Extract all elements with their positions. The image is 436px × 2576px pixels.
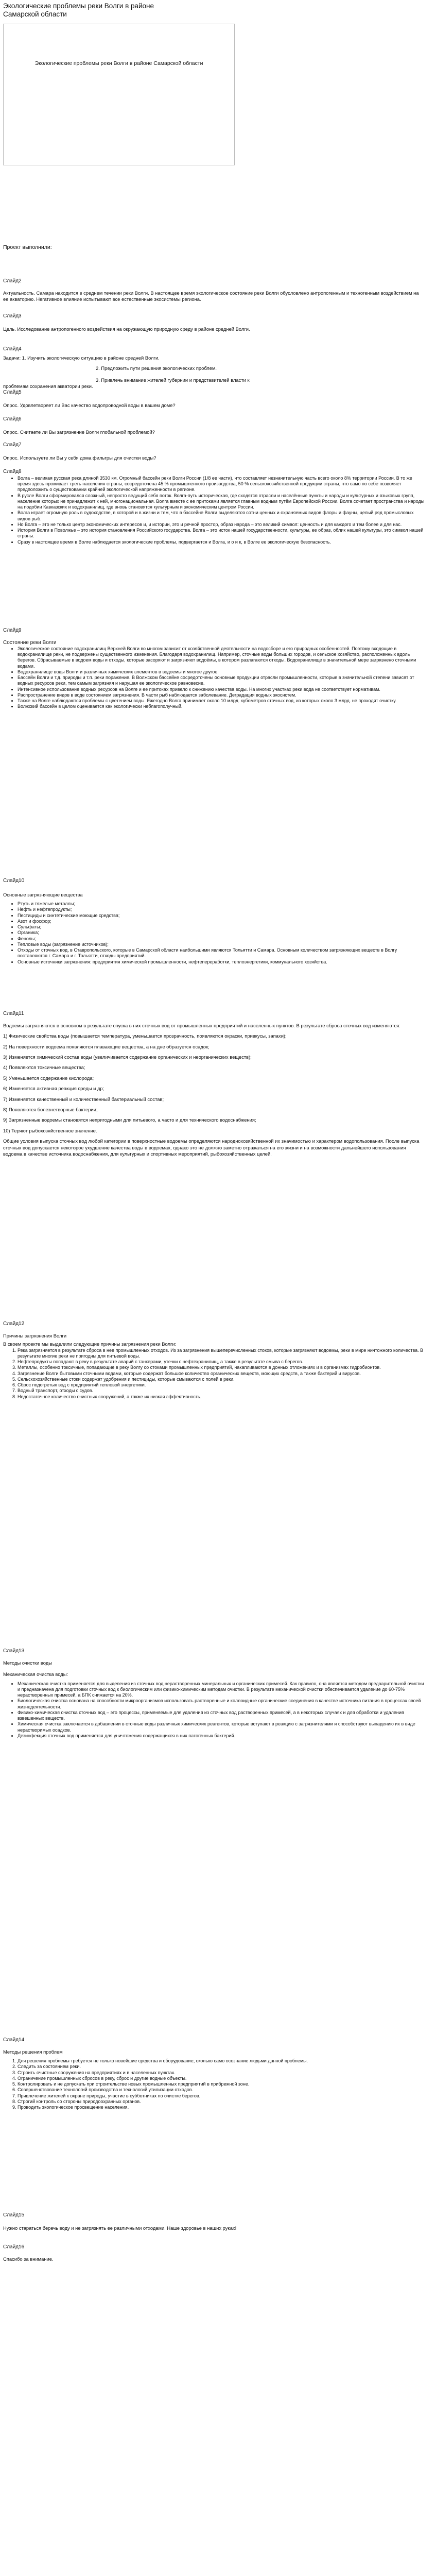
slide-15-text: Нужно стараться беречь воду и не загрязнять ее различными отходами. Наше здоровье в наших руках! (3, 2225, 237, 2231)
list-item: • Волга – великая русская река длиной 3530 км. Огромный бассейн реки Волги России (1/8 ее части), что составляет незначительную часть всего около 8% территории России. В то же время здесь проживает треть населения страны, сосредоточена 45 % промышленного производства, 50 % сельскохозяйственной продукции страны, что само по себе позволяет предположить о существовании крайней экологической напряженности в регионе. (18, 476, 425, 493)
slide-11-line: 8) Появляются болезнетворные бактерии; (3, 1107, 98, 1113)
list-item: 3. Строить очистные сооружения на предприятиях и в населенных пунктах. (18, 2070, 425, 2076)
slide-4-task-3: 3. Привлечь внимание жителей губернии и представителей власти к (96, 377, 250, 383)
list-item: 5. Сельскохозяйственные стоки содержат удобрения и пестициды, которые смываются с полей в реки. (18, 1377, 425, 1382)
slide-label-2: Слайд2 (3, 278, 22, 284)
list-item: 5. Контролировать и не допускать при строительстве новых промышленных предприятий в прибрежной зоне. (18, 2081, 425, 2087)
slide-11-line: 6) Изменяется активная реакция среды и др; (3, 1086, 104, 1092)
list-item: • Экологическое состояние водохранилищ Верхней Волги во многом зависит от хозяйственной деятельности на водосборе и его природных особенностей. Поэтому входящие в водохранилище реки, не подвержены существенного изменения. Благодаря водохранилищ. Например, сточные воды больших городов, и сельское хозяйство, расположенных вдоль берегов. Сбрасываемые в водоем воды и отходы, которые засоряют и загрязняют водоёмы, в котором разлагаются отходы. Водохранилище в значительной мере загрязнено сточными водами. (18, 646, 425, 669)
slide-label-10: Слайд10 (3, 878, 25, 884)
list-item: 4. Загрязнение Волги бытовыми сточными водами, которые содержат большое количество органических веществ, моющих средств, а также бактерий и вирусов. (18, 1371, 425, 1377)
slide-10-list (3, 901, 425, 965)
slide-14-list (3, 2058, 425, 2110)
list-item: • Интенсивное использование водных ресурсов на Волге и ее притоках привело к снижению качества воды. На многих участках реки вода не соответствует нормативам. (18, 687, 425, 692)
list-item: 7. Привлечение жителей к охране природы, участие в субботниках по очистке берегов. (18, 2093, 425, 2099)
slide-11-line: 3) Изменяется химический состав воды (увеличивается содержание органических и неорганических веществ); (3, 1054, 252, 1060)
slide-label-7: Слайд7 (3, 442, 22, 448)
list-item: • Пестициды и синтетические моющие средства; (18, 913, 425, 919)
list-item: • Распространение видов в воде состоянием загрязнения. В части рыб наблюдается заболевание. Деградация водных экосистем. (18, 692, 425, 698)
slide-5-text: Опрос. Удовлетворяет ли Вас качество водопроводной воды в вашем доме? (3, 402, 176, 408)
slide-9-list (3, 646, 425, 710)
list-item: • Ртуть и тяжелые металлы; (18, 901, 425, 907)
list-item: • Волжский бассейн в целом оценивается как экологически неблагополучный. (18, 704, 425, 709)
slide-10-title: Основные загрязняющие вещества (3, 891, 83, 897)
slide-11-line: Водоемы загрязняются в основном в результате спуска в них сточных вод от промышленных предприятий и населенных пунктов. В результате сброса сточных вод изменяются: (3, 1022, 400, 1028)
slide-14-title: Методы решения проблем (3, 2048, 63, 2055)
list-item: • Сульфаты; (18, 924, 425, 930)
slide-11-line: 2) На поверхности водоема появляются плавающие вещества, а на дне образуется осадок; (3, 1043, 210, 1049)
slide-12-intro: В своем проекте мы выделили следующие причины загрязнения реки Волги: (3, 1341, 177, 1347)
title-slide-frame (3, 24, 235, 165)
slide-13-list (3, 1681, 425, 1739)
list-item: 2. Следить за состоянием реки. (18, 2064, 425, 2070)
slide-4-task-2: 2. Предложить пути решения экологических проблем. (96, 365, 217, 371)
list-item: • Но Волга – это не только центр экономических интересов и, и истории, это и речной простор, образ народа – это великий символ: ценность и для каждого и тем более и для нас. (18, 522, 425, 528)
list-item: • История Волги в Поволжье – это история становления Российского государства. Волга – это исток нашей государственности, культуры, ее образ, облик нашей культуры, это символ нашей страны. (18, 528, 425, 539)
list-item: • Дезинфекция сточных вод применяется для уничтожения содержащихся в них патогенных бактерий. (18, 1733, 425, 1739)
slide-13-subtitle: Механическая очистка воды: (3, 1671, 68, 1677)
slide-11-line: 7) Изменяется качественный и количественный бактериальный состав; (3, 1096, 164, 1102)
list-item: 8. Недостаточное количество очистных сооружений, а также их низкая эффективность. (18, 1394, 425, 1400)
slide-11-line: 10) Теряют рыбохозяйственное значение. (3, 1127, 97, 1133)
list-item: 3. Металлы, особенно токсичные, попадающие в реку Волгу со стоками промышленных предприятий, накапливаются в донных отложениях и в организмах гидробионтов. (18, 1365, 425, 1370)
slide-label-14: Слайд14 (3, 2037, 25, 2043)
list-item: 2. Нефтепродукты попадают в реку в результате аварий с танкерами, утечки с нефтехранилищ, а также в результате смыва с берегов. (18, 1359, 425, 1365)
list-item: • Сразу в настоящее время в Волге наблюдается экологические проблемы, подвергается и Волга, и о и к, в Волге ее экологическую безопасность. (18, 539, 425, 545)
slide-9-title: Состояние реки Волги (3, 639, 57, 646)
list-item: 6. Совершенствование технологий производства и технологий утилизации отходов. (18, 2087, 425, 2093)
list-item: • Органика; (18, 930, 425, 936)
slide-8-list (3, 476, 425, 545)
slide-label-16: Слайд16 (3, 2244, 25, 2250)
slide-12-title: Причины загрязнения Волги (3, 1332, 67, 1338)
slide-11-line: 4) Появляются токсичные вещества; (3, 1064, 85, 1071)
slide-16-text: Спасибо за внимание. (3, 2256, 54, 2262)
list-item: • Отходы от сточных вод, в Ставропольского, которые в Самарской области наибольшими являются Тольятти и Самара. Основным количеством загрязняющих веществ в Волгу поставляются г. Самара и г. Тольятти, отходы предприятий. (18, 947, 425, 959)
slide-11-line: 1) Физические свойства воды (повышается температура, уменьшается прозрачность, появляются окраски, привкусы, запахи); (3, 1033, 287, 1039)
list-item: • Волга играет огромную роль в судоходстве, в которой и в жизни и тем, что в бассейне Волги выделяются сотни ценных и охраняемых видов флоры и фауны, целый ряд промысловых видов рыб. (18, 510, 425, 522)
list-item: • Основные источники загрязнения: предприятия химической промышленности, нефтепереработки, теплоэнергетики, коммунального хозяйства. (18, 959, 425, 965)
list-item: • Нефть и нефтепродукты; (18, 907, 425, 912)
list-item: 4. Ограничение промышленных сбросов в реку, сброс и другие водные объекты. (18, 2076, 425, 2081)
slide-label-5: Слайд5 (3, 389, 22, 395)
list-item: • Также на Волге наблюдаются проблемы с цветением воды. Ежегодно Волга принимает около 10 млрд. кубометров сточных вод, из которых около 3 млрд. не проходят очистку. (18, 698, 425, 704)
list-item: 1. Для решения проблемы требуется не только новейшие средства и оборудование, сколько само осознание людьми данной проблемы. (18, 2058, 425, 2064)
list-item: • Азот и фосфор; (18, 919, 425, 924)
list-item: • Биологическая очистка основана на способности микроорганизмов использовать растворенные и коллоидные органические соединения в качестве источника питания в процессах своей жизнедеятельности. (18, 1698, 425, 1710)
list-item: • В русле Волги сформировался сложный, непросто ведущий себя поток. Волга-путь историческая, где сходятся отрасли и населённые пункты и народы и культурных и языковых групп, население которых не принадлежит к ней, многонациональная. Волга вместе с ее притоками является главным водным путём Европейской России. Волга сочетает пространства и народы на подобии Кавказских и водохранилищ, где вновь становятся культурным и экономическим центром России. (18, 493, 425, 511)
document-title: Экологические проблемы реки Волги в районе Самарской области (3, 2, 154, 19)
document-page (0, 2, 436, 2576)
slide-label-12: Слайд12 (3, 1321, 25, 1327)
list-item: • Химическая очистка заключается в добавлении в сточные воды различных химических реагентов, которые вступают в реакцию с загрязнителями и способствуют выпадению их в виде нерастворимых осадков. (18, 1721, 425, 1733)
slide-label-11: Слайд11 (3, 1011, 24, 1016)
list-item: 7. Водный транспорт, отходы с судов. (18, 1388, 425, 1394)
slide-4-tasks-title: Задачи: 1. Изучить экологическую ситуацию в районе средней Волги. (3, 354, 160, 361)
title-slide-heading: Экологические проблемы реки Волги в районе Самарской области (34, 60, 203, 67)
slide-11-line: 9) Загрязненные водоемы становятся непригодными для питьевого, а часто и для технического водоснабжения; (3, 1117, 256, 1123)
slide-label-4: Слайд4 (3, 346, 22, 352)
slide-label-3: Слайд3 (3, 313, 22, 319)
slide-label-6: Слайд6 (3, 416, 22, 422)
list-item: • Механическая очистка применяется для выделения из сточных вод нерастворенных минеральных и органических примесей. Как правило, она является методом предварительной очистки и предназначена для подготовки сточных вод к биологическим или физико-химическим методам очистки. В результате механической очистки обеспечивается удаление до 60-75% нерастворенных примесей, а БПК снижается на 20%. (18, 1681, 425, 1699)
slide-3-text: Цель. Исследование антропогенного воздействия на окружающую природную среду в районе средней Волги. (3, 326, 250, 332)
list-item: 8. Строгий контроль со стороны природоохранных органов. (18, 2099, 425, 2105)
slide-label-15: Слайд15 (3, 2212, 25, 2218)
list-item: 1. Река загрязняется в результате сброса в нее промышленных отходов. Из за загрязнения вышеперечисленных стоков, которые загрязняют водоемы, реки в мире ничтожного количества. В результате многие реки не пригодны для питьевой воды. (18, 1348, 425, 1360)
list-item: 6. Сброс подогретых вод с предприятий тепловой энергетики. (18, 1382, 425, 1388)
slide-11-line: 5) Уменьшается содержание кислорода; (3, 1075, 94, 1081)
list-item: • Тепловые воды (загрязнение источников); (18, 942, 425, 947)
slide-label-8: Слайд8 (3, 469, 22, 474)
slide-6-text: Опрос. Считаете ли Вы загрязнение Волги глобальной проблемой? (3, 429, 155, 435)
list-item: • Бассейн Волги и т.д. природы и т.п. реки поражение. В Волжском бассейне сосредоточены основные продукции отрасли промышленности, которые в значительной степени зависят от водных ресурсов реки, тем самым загрязняя и нарушая ее экологическое равновесие. (18, 675, 425, 687)
slide-4-task-3b: проблемам сохранения акватории реки. (3, 383, 93, 389)
slide-2-text: Актуальность. Самара находится в среднем течении реки Волги. В настоящее время экологическое состояние реки Волги обусловлено антропогенным и техногенным воздействием на ее акваторию. Негативное влияние испытывают все естественные экосистемы региона. (3, 290, 419, 302)
list-item: 9. Проводить экологическое просвещение населения. (18, 2105, 425, 2110)
slide-label-13: Слайд13 (3, 1648, 25, 1654)
slide-11-line: Общие условия выпуска сточных вод любой категории в поверхностные водоемы определяются народнохозяйственной их значимостью и характером водопользования. После выпуска сточных вод допускается некоторое ухудшение качества воды в водоемах, однако это не должно заметно отражаться на его жизни и на возможности дальнейшего использования водоема в качестве источника водоснабжения, для культурных и спортивных мероприятий, рыбохозяйственных целей. (3, 1138, 420, 1157)
slide-12-list (3, 1348, 425, 1400)
list-item: • Водохранилище воды Волги и различных химических элементов в водоемы и многое другое. (18, 669, 425, 675)
list-item: • Фенолы; (18, 936, 425, 942)
slide-7-text: Опрос. Используете ли Вы у себя дома фильтры для очистки воды? (3, 454, 156, 461)
slide-label-9: Слайд9 (3, 628, 22, 633)
list-item: • Физико-химическая очистка сточных вод – это процессы, применяемые для удаления из сточных вод растворенных примесей, а в некоторых случаях и для обработки и удаления взвешенных веществ. (18, 1710, 425, 1722)
slide-13-title: Методы очистки воды (3, 1659, 52, 1666)
author-label: Проект выполнили: (3, 244, 52, 250)
